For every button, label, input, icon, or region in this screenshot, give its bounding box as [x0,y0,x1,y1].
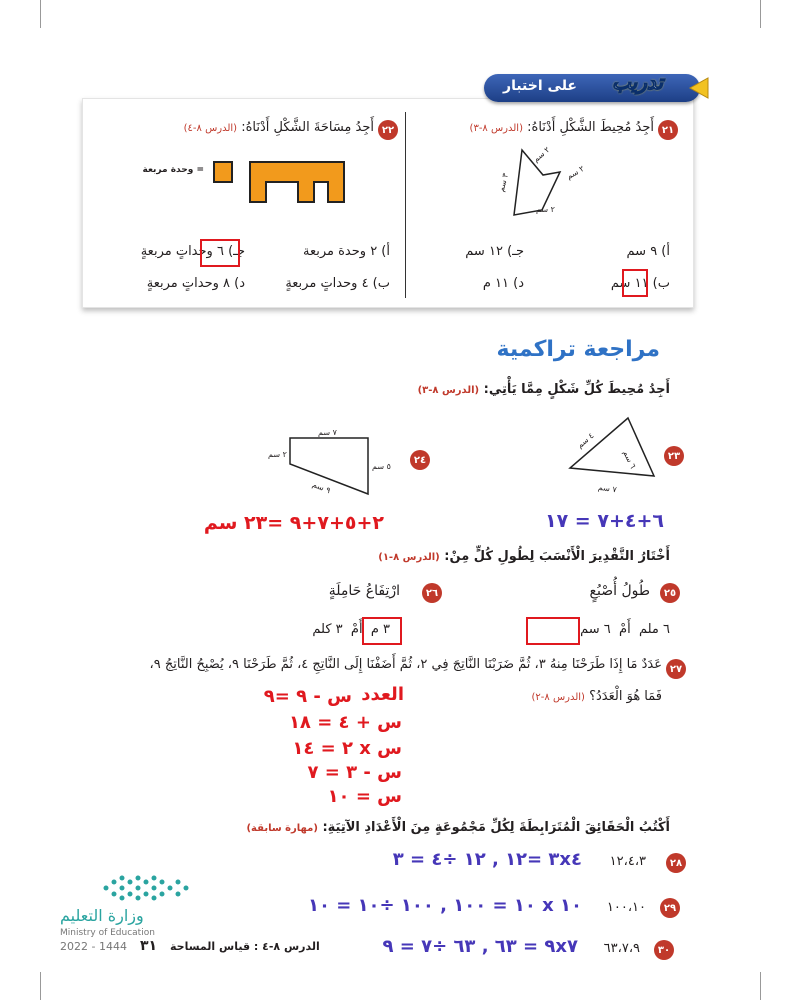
q27-step-3: س - ٣ = ٧ [307,762,402,783]
q22-answer-box [200,239,240,267]
q27-number: ٢٧ [666,659,686,679]
q22-choice-c[interactable]: جـ) ٦ وحداتٍ مربعةٍ [140,244,245,259]
ministry-name-arabic: وزارة التعليم [60,906,144,925]
q21-side-label: ٣ سم [496,172,511,193]
q28-number: ٢٨ [666,853,686,873]
q26-option-2[interactable]: ٣ كلم [312,622,343,637]
crop-mark [760,0,761,28]
crop-mark [40,972,41,1000]
q26-label: ارْتِفَاعُ حَامِلَةٍ [328,583,400,599]
banner-title: تدريب [612,70,663,94]
q23-side-label: ٧ سم [597,482,618,495]
q22-figure [210,158,350,208]
q21-prompt [470,120,654,135]
q27-step-2: س x ٢ = ١٤ [292,738,402,759]
q26-or: أَمْ [350,622,363,637]
q24-number: ٢٤ [410,450,430,470]
q21-choice-b[interactable]: ب) ١١ سم [610,276,670,291]
q25-answer-box [526,617,580,645]
q27-line-2 [532,689,663,704]
q21-choice-c[interactable]: جـ) ١٢ سم [465,244,524,259]
q26-answer-box [362,617,402,645]
q22-unit-label: = وحدة مربعة [142,165,204,175]
q21-number: ٢١ [658,120,678,140]
q24-side-label: ٩ سم [311,479,332,496]
footer-lesson-label: الدرس ٨-٤ : [253,940,320,953]
instruction-3 [246,820,670,835]
q30-set: ٦٣،٧،٩ [603,941,640,956]
q24-answer: ٢+٥+٧+٩ =٢٣ سم [203,512,384,534]
q21-side-label: ٢ سم [531,144,552,165]
q29-answer: ١٠ x ١٠ = ١٠٠ , ١٠٠ ÷١٠ = ١٠ [307,895,582,916]
q27-step-1: س + ٤ = ١٨ [288,712,402,733]
q21-side-label: ٢ سم [536,205,555,214]
q25-number: ٢٥ [660,583,680,603]
crop-mark [40,0,41,28]
q27-step-4: س = ١٠ [327,786,402,807]
q27-question: فَمَا هُوَ الْعَدَدُ؟ [589,689,662,704]
review-title: مراجعة تراكمية [496,337,660,362]
q25-label: طُولُ أُصْبُعٍ [589,583,650,599]
q28-set: ١٢،٤،٣ [609,854,646,869]
q23-number: ٢٣ [664,446,684,466]
footer-lesson [170,940,320,953]
ministry-name-english: Ministry of Education [60,928,155,938]
q22-ref: (الدرس ٨-٤) [183,123,238,134]
page-number: ٣١ [140,938,158,954]
q27-equation-0: س - ٩ =٩ [263,686,352,707]
instruction-1-text: أَجِدُ مُحِيطَ كُلِّ شَكْلٍ مِمَّا يَأْتِي: [483,382,670,397]
instruction-1-ref: (الدرس ٨-٣) [417,385,480,396]
q27-ref: (الدرس ٨-٢) [531,692,585,703]
q22-choice-a[interactable]: أ) ٢ وحدة مربعة [302,244,390,259]
q25-options [580,622,670,637]
q23-answer: ٦+٤+٧ = ١٧ [544,510,664,532]
q22-number: ٢٢ [378,120,398,140]
column-divider [405,112,406,298]
q22-prompt-text: أَجِدُ مِسَاحَةَ الشَّكْلِ أَدْنَاهُ: [241,120,374,135]
q27-line-1: عَدَدٌ مَا إِذَا طَرَحْنَا مِنهُ ٣، ثُمَّ ضَرَبْنَا النَّاتِجَ فِي ٢، ثُمَّ أَضَفْنَا إِلَى النَّاتِجِ ٤، ثُمَّ طَرَحْنَا ٩، يُصْبِحُ النَّاتِجُ ٩، [149,657,662,672]
q21-side-label: ٢ سم [565,163,586,182]
q29-set: ١٠٠،١٠ [606,900,646,915]
q24-side-label: ٧ سم [318,428,337,437]
crop-mark [760,972,761,1000]
q25-option-1[interactable]: ٦ ملم [638,622,670,637]
q21-ref: (الدرس ٨-٣) [469,123,523,134]
q22-choice-b[interactable]: ب) ٤ وحداتٍ مربعةٍ [285,276,390,291]
instruction-1 [418,382,670,397]
instruction-2 [378,549,670,564]
instruction-2-ref: (الدرس ٨-١) [378,552,440,563]
footer-lesson-title: قياس المساحة [170,940,251,953]
q21-choice-a[interactable]: أ) ٩ سم [626,244,670,259]
q25-or: أَمْ [619,622,631,637]
q29-number: ٢٩ [660,898,680,918]
q23-side-label: ٦ سم [621,449,638,470]
q27-label: العدد [361,684,404,705]
q30-answer: ٩x٧ = ٦٣ , ٦٣ ÷٧ = ٩ [382,936,578,957]
q24-trapezoid [280,428,380,508]
ministry-logo-icon [96,870,196,906]
ministry-year: 2022 - 1444 [60,940,127,953]
q26-option-1[interactable]: ٣ م [370,622,390,637]
q23-triangle [560,410,660,490]
q22-prompt [184,120,374,135]
q24-side-label: ٢ سم [268,450,287,459]
q22-choice-d[interactable]: د) ٨ وحداتٍ مربعةٍ [146,276,245,291]
q21-prompt-text: أَجِدُ مُحِيطَ الشَّكْلِ أَدْنَاهُ: [527,120,654,135]
q26-number: ٢٦ [422,583,442,603]
q30-number: ٣٠ [654,940,674,960]
banner-arrow-icon [688,76,710,100]
q23-side-label: ٤ سم [575,430,596,451]
instruction-3-text: أَكْتُبُ الْحَقَائِقَ الْمُتَرَابِطَةَ لِكُلِّ مَجْمُوعَةٍ مِنَ الْأَعْدَادِ الآتِيَةِ: [322,820,670,835]
q21-answer-box [622,269,648,297]
q21-choice-d[interactable]: د) ١١ م [482,276,524,291]
instruction-2-text: أَخْتَارُ التَّقْدِيرَ الْأَنْسَبَ لِطُولِ كُلٍّ مِنْ: [444,549,670,564]
instruction-3-ref: (مهارة سابقة) [246,823,318,834]
q24-side-label: ٥ سم [372,462,391,471]
banner-subtitle: على اختبار [503,78,577,94]
q28-answer: ٣x٤ =١٢ , ١٢ ÷٤ = ٣ [392,849,582,870]
q25-option-2[interactable]: ٦ سم [580,622,611,637]
